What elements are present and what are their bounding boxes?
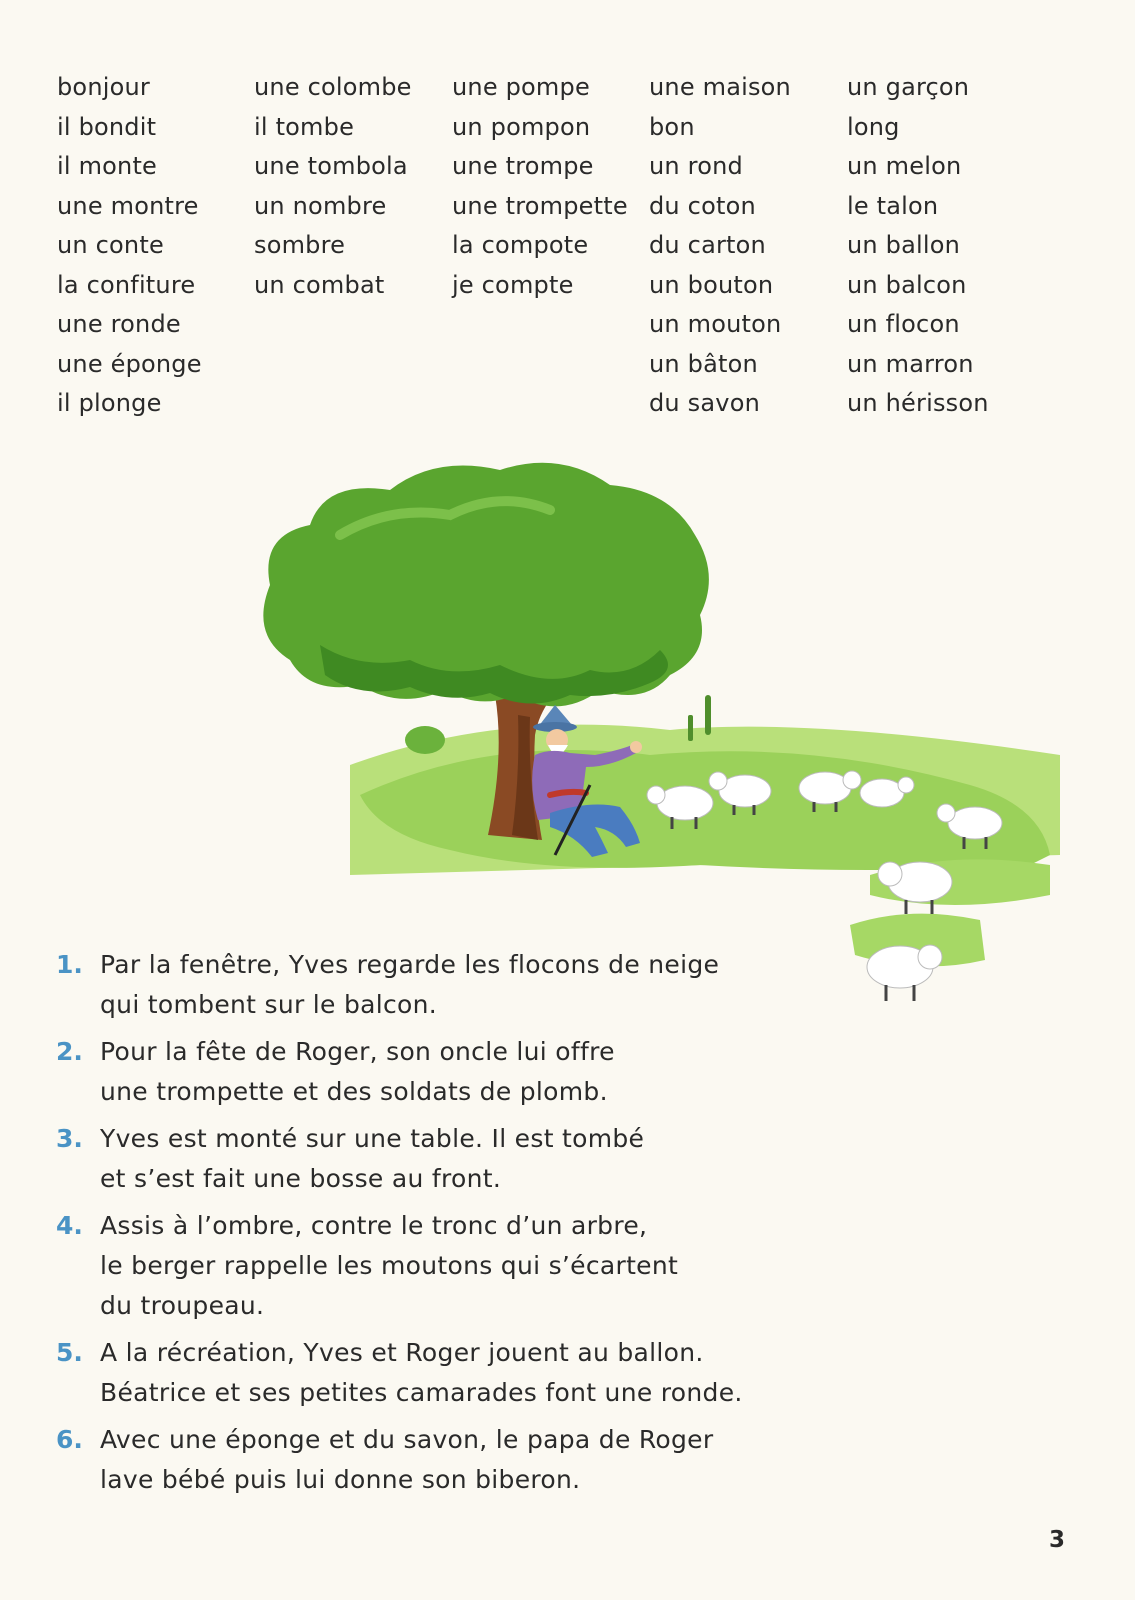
sheep [878, 862, 952, 914]
word-item: il bondit [57, 112, 157, 141]
sentence-number: 2. [56, 1037, 83, 1066]
word-item: un marron [847, 349, 974, 378]
sentence-line: et s’est fait une bosse au front. [100, 1164, 502, 1193]
sentence-number: 5. [56, 1338, 83, 1367]
word-item: la confiture [57, 270, 196, 299]
word-column-5 [847, 68, 989, 424]
word-item: un balcon [847, 270, 967, 299]
word-item: une ronde [57, 310, 181, 338]
word-item: un nombre [254, 191, 387, 220]
distant-bush [405, 726, 445, 754]
sentence-number: 3. [56, 1124, 83, 1153]
word-item: du carton [649, 231, 766, 259]
sentence-line: une trompette et des soldats de plomb. [100, 1077, 608, 1106]
sentence-item [56, 1119, 743, 1199]
word-item: du coton [649, 191, 756, 220]
sentence-number: 4. [56, 1211, 83, 1240]
word-item: une maison [649, 73, 791, 101]
word-item: un rond [649, 152, 743, 180]
sentence-line: Béatrice et ses petites camarades font une ronde. [100, 1378, 743, 1407]
word-column-1 [57, 68, 202, 424]
sentence-line: Yves est monté sur une table. Il est tombé [100, 1124, 645, 1153]
distant-tree [705, 695, 711, 735]
sentence-line: Avec une éponge et du savon, le papa de Roger [100, 1425, 714, 1454]
word-item: un hérisson [847, 389, 989, 417]
word-item: une colombe [254, 73, 412, 101]
word-item: je compte [452, 270, 574, 299]
sentence-item [56, 1420, 743, 1500]
sentence-item [56, 1333, 743, 1413]
word-item: il tombe [254, 112, 355, 141]
shepherd-hand [630, 741, 642, 753]
word-item: un conte [57, 231, 164, 259]
sentence-line: lave bébé puis lui donne son biberon. [100, 1465, 581, 1494]
word-item: le talon [847, 191, 939, 220]
word-item: un ballon [847, 231, 961, 259]
sentence-line: Par la fenêtre, Yves regarde les flocons de neige [100, 950, 720, 979]
sentence-item [56, 945, 743, 1025]
shepherd-arm-red [550, 792, 586, 795]
sentence-line: le berger rappelle les moutons qui s’écartent [100, 1251, 679, 1280]
word-column-4 [649, 68, 791, 424]
sentence-item [56, 1032, 743, 1112]
word-item: long [847, 112, 900, 141]
word-item: un pompon [452, 112, 591, 141]
sentence-line: A la récréation, Yves et Roger jouent au ballon. [100, 1338, 704, 1367]
word-item: une trompe [452, 152, 594, 180]
word-item: il plonge [57, 389, 162, 417]
word-item: il monte [57, 152, 158, 180]
word-item: un flocon [847, 310, 960, 338]
page-number: 3 [1048, 1527, 1065, 1553]
word-item: un garçon [847, 73, 970, 101]
sentence-number: 6. [56, 1425, 83, 1454]
sentence-list [56, 945, 743, 1507]
sentence-line: Pour la fête de Roger, son oncle lui offre [100, 1037, 615, 1066]
sheep [867, 945, 942, 1001]
sentence-line: Assis à l’ombre, contre le tronc d’un arbre, [100, 1211, 648, 1240]
word-item: un melon [847, 152, 962, 180]
sentence-line: qui tombent sur le balcon. [100, 990, 438, 1019]
word-item: la compote [452, 231, 589, 259]
distant-tree [688, 715, 693, 741]
word-item: un mouton [649, 310, 782, 338]
word-column-2 [254, 68, 412, 305]
word-item: du savon [649, 389, 760, 417]
word-item: sombre [254, 231, 346, 259]
word-item: une éponge [57, 349, 202, 378]
word-item: une pompe [452, 73, 590, 101]
word-item: une tombola [254, 152, 408, 180]
word-item: bon [649, 112, 695, 141]
sentence-line: du troupeau. [100, 1291, 265, 1320]
word-column-3 [452, 68, 628, 305]
sentence-item [56, 1206, 743, 1326]
word-item: un combat [254, 270, 385, 299]
word-item: une trompette [452, 191, 628, 220]
word-item: une montre [57, 191, 199, 220]
word-item: un bouton [649, 270, 774, 299]
sentence-number: 1. [56, 950, 83, 979]
word-item: un bâton [649, 349, 758, 378]
word-item: bonjour [57, 73, 150, 101]
